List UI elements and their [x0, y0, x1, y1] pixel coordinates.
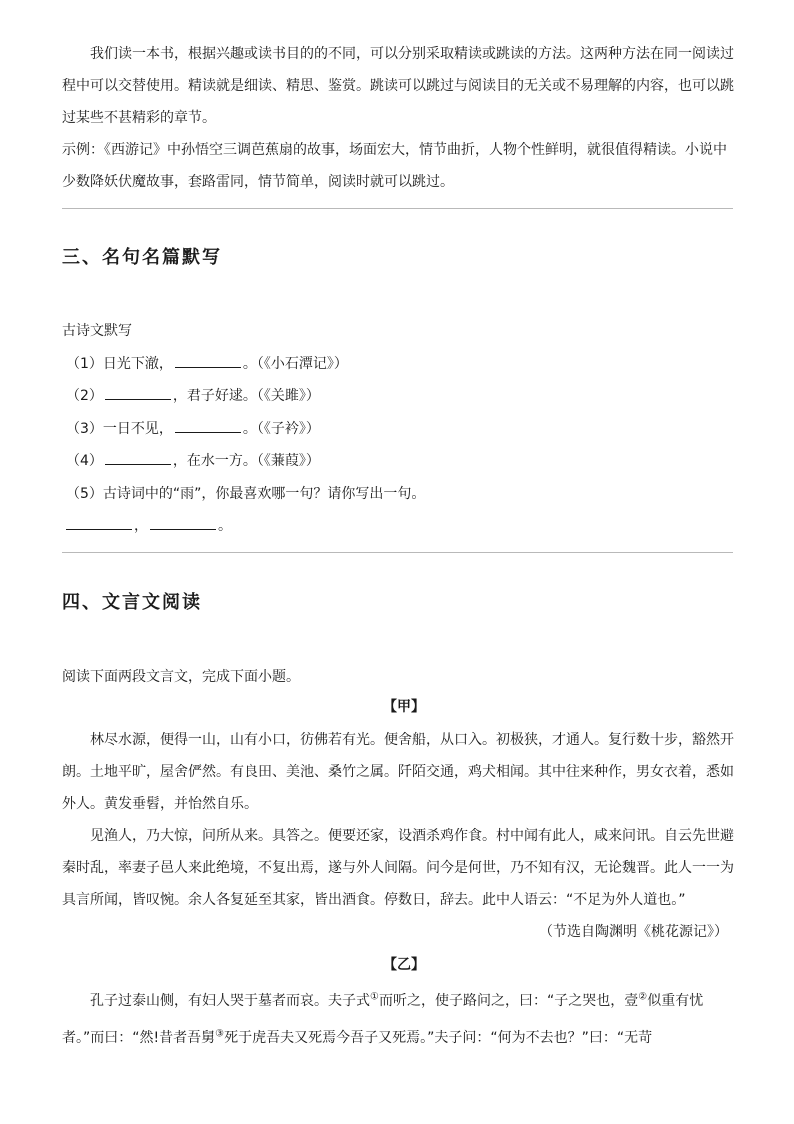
answer-blank-2[interactable]	[105, 385, 171, 400]
jia-p2-line-2: 秦时乱，率妻子邑人来此绝境，不复出焉，遂与外人间隔。问今是何世，乃不知有汉，无论魏晋。此人一一为	[62, 860, 734, 876]
jia-p2-line-3: 具言所闻，皆叹惋。余人各复延至其家，皆出酒食。停数日，辞去。此中人语云：“不足为外人道也。”	[62, 892, 686, 908]
example-line-2: 少数降妖伏魔故事，套路雷同，情节简单，阅读时就可以跳过。	[62, 174, 454, 190]
answer-comma: ，	[134, 518, 148, 534]
question-4-text: （4）	[66, 453, 103, 469]
section3-subtitle: 古诗文默写	[62, 323, 132, 339]
divider-2	[62, 552, 733, 553]
question-4-source: ，在水一方。（《蒹葭》）	[172, 453, 320, 469]
yi-line-2-b: 死于虎吾夫又死焉今吾子又死焉。”夫子问：“何为不去也？”曰：“无苛	[224, 1030, 653, 1046]
question-3-source: 。（《子衿》）	[242, 421, 320, 437]
yi-line-2-a: 者。”而曰：“然!昔者吾舅	[62, 1030, 216, 1046]
jia-p1-line-2: 朗。土地平旷，屋舍俨然。有良田、美池、桑竹之属。阡陌交通，鸡犬相闻。其中往来种作，男女衣着，悉如	[62, 764, 734, 780]
question-2-text: （2）	[66, 388, 103, 404]
yi-label: 【乙】	[383, 957, 425, 973]
yi-line-1-b: 而听之，使子路问之，曰：“子之哭也，壹	[378, 993, 639, 1009]
jia-p2-line-1: 见渔人，乃大惊，问所从来。具答之。便要还家，设酒杀鸡作食。村中闻有此人，咸来问讯。自云先世避	[90, 828, 734, 844]
answer-period: 。	[218, 518, 232, 534]
section3-title: 三、名句名篇默写	[62, 247, 222, 268]
jia-p1-line-1: 林尽水源，便得一山，山有小口，彷佛若有光。便舍船，从口入。初极狭，才通人。复行数十步，豁然开	[90, 732, 734, 748]
question-4	[66, 450, 320, 470]
question-2-source: ，君子好逑。（《关雎》）	[172, 388, 320, 404]
answer-blank-1[interactable]	[175, 353, 241, 368]
jia-p1-line-3: 外人。黄发垂髫，并怡然自乐。	[62, 796, 258, 812]
footnote-mark-2: ②	[638, 991, 648, 1003]
question-3-text: （3）一日不见，	[66, 421, 173, 437]
yi-line-2	[62, 1027, 652, 1047]
answer-blank-4[interactable]	[105, 450, 171, 465]
question-1-text: （1）日光下澈，	[66, 356, 173, 372]
answer-blank-5b[interactable]	[150, 515, 216, 530]
yi-line-1-a: 孔子过泰山侧，有妇人哭于墓者而哀。夫子式	[90, 993, 370, 1009]
footnote-mark-3: ③	[215, 1028, 225, 1040]
footnote-mark-1: ①	[370, 991, 379, 1003]
jia-label: 【甲】	[383, 699, 425, 715]
divider-1	[62, 208, 733, 209]
question-1	[66, 353, 348, 373]
yi-line-1-c: 似重有忧	[647, 993, 704, 1009]
answer-blank-5a[interactable]	[66, 515, 132, 530]
yi-line-1	[90, 990, 703, 1010]
question-5-answer	[64, 515, 232, 535]
question-3	[66, 418, 320, 438]
jia-source: （节选自陶渊明《桃花源记》）	[539, 924, 728, 940]
section4-instruction: 阅读下面两段文言文，完成下面小题。	[62, 669, 300, 685]
intro-line-2: 程中可以交替使用。精读就是细读、精思、鉴赏。跳读可以跳过与阅读目的无关或不易理解的内容，也可以跳	[62, 78, 734, 94]
section4-title: 四、文言文阅读	[62, 592, 202, 613]
question-1-source: 。（《小石潭记》）	[242, 356, 348, 372]
intro-line-3: 过某些不甚精彩的章节。	[62, 110, 216, 126]
question-2	[66, 385, 320, 405]
example-line-1: 示例：《西游记》中孙悟空三调芭蕉扇的故事，场面宏大，情节曲折，人物个性鲜明，就很值得精读。小说中	[62, 142, 727, 158]
intro-line-1: 我们读一本书，根据兴趣或读书目的的不同，可以分别采取精读或跳读的方法。这两种方法在同一阅读过	[90, 46, 734, 62]
answer-blank-3[interactable]	[175, 418, 241, 433]
question-5: （5）古诗词中的“雨”，你最喜欢哪一句？请你写出一句。	[66, 486, 426, 502]
